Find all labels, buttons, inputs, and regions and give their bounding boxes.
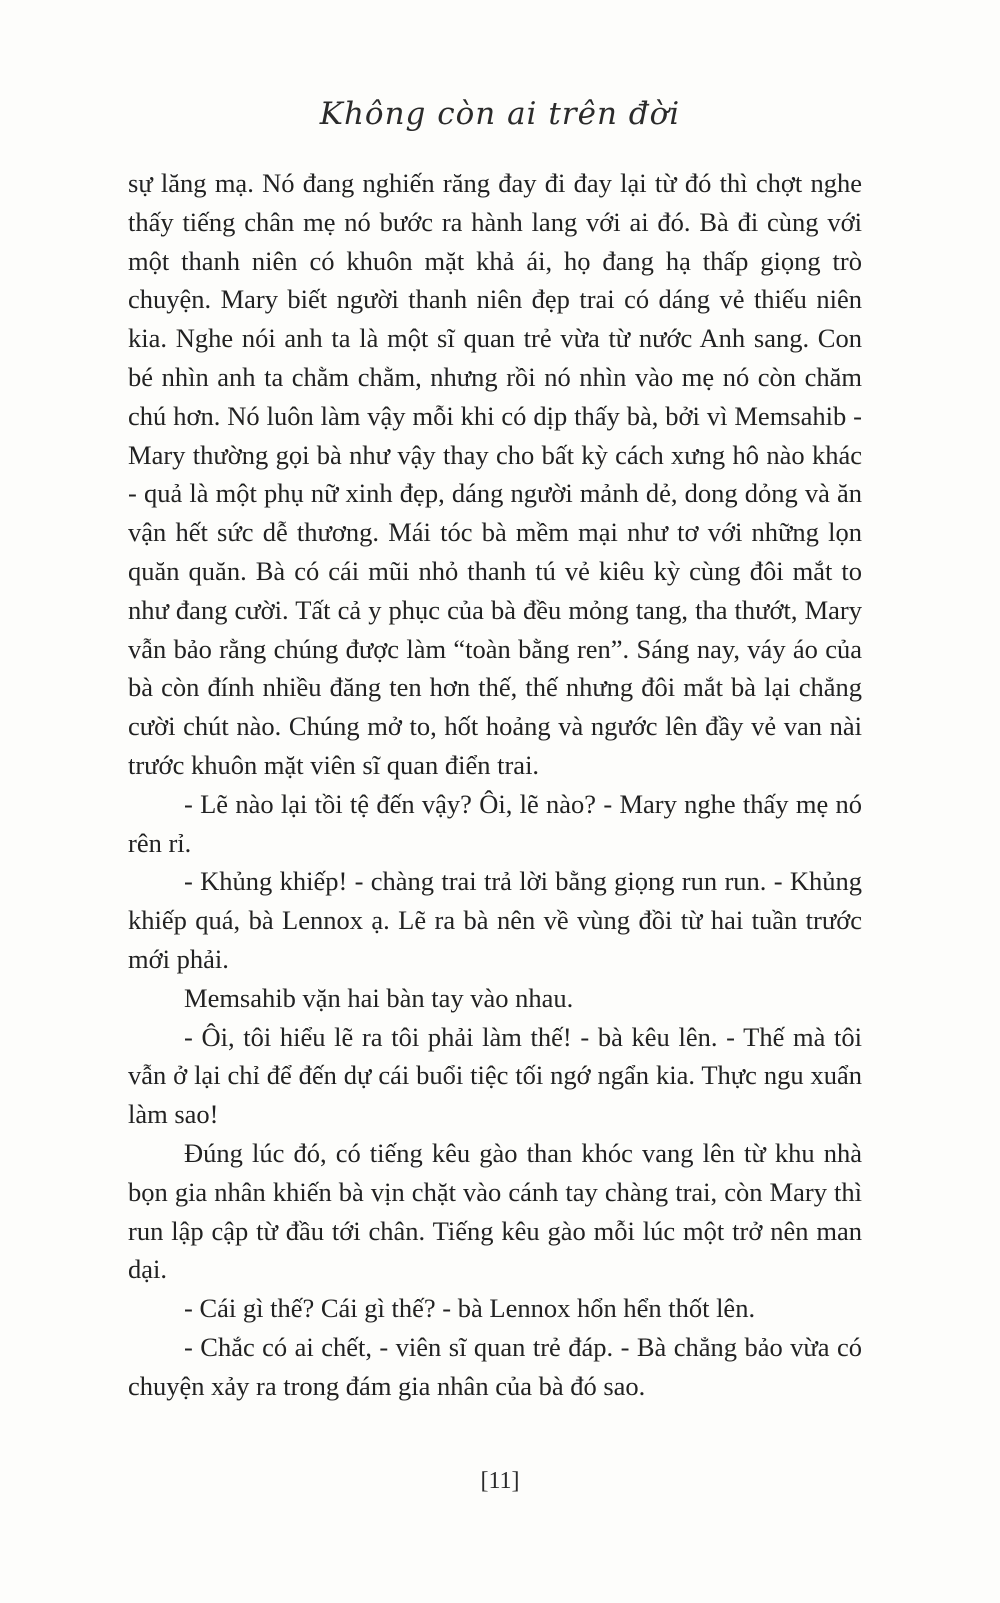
paragraph-dialogue: - Ôi, tôi hiểu lẽ ra tôi phải làm thế! - bà kêu lên. - Thế mà tôi vẫn ở lại chỉ để đến dự cái buổi tiệc tối ngớ ngẩn kia. Thực ngu xuẩn làm sao! xyxy=(128,1021,862,1130)
paragraph-dialogue: - Cái gì thế? Cái gì thế? - bà Lennox hổn hển thốt lên. xyxy=(184,1293,756,1324)
chapter-title: Không còn ai trên đời xyxy=(319,96,681,132)
paragraph: sự lăng mạ. Nó đang nghiến răng đay đi đay lại từ đó thì chợt nghe thấy tiếng chân mẹ nó bước ra hành lang với ai đó. Bà đi cùng với một thanh niên có khuôn mặt khả ái, họ đang hạ thấp giọng trò chuyện. Mary biết người thanh niên đẹp trai có dáng vẻ thiếu niên kia. Nghe nói anh ta là một sĩ quan trẻ vừa từ nước Anh sang. Con bé nhìn anh ta chằm chằm, nhưng rồi nó nhìn vào mẹ nó còn chăm chú hơn. Nó luôn làm vậy mỗi khi có dịp thấy bà, bởi vì Memsahib - Mary thường gọi bà như vậy thay cho bất kỳ cách xưng hô nào khác - quả là một phụ nữ xinh đẹp, dáng người mảnh dẻ, dong dỏng và ăn vận hết sức dễ thương. Mái tóc bà mềm mại như tơ với những lọn quăn quăn. Bà có cái mũi nhỏ thanh tú vẻ kiêu kỳ cùng đôi mắt to như đang cười. Tất cả y phục của bà đều mỏng tang, tha thướt, Mary vẫn bảo rằng chúng được làm “toàn bằng ren”. Sáng nay, váy áo của bà còn đính nhiều đăng ten hơn thế, thế nhưng đôi mắt bà lại chẳng cười chút nào. Chúng mở to, hốt hoảng và ngước lên đầy vẻ van nài trước khuôn mặt viên sĩ quan điển trai. xyxy=(128,168,862,780)
paragraph: Đúng lúc đó, có tiếng kêu gào than khóc vang lên từ khu nhà bọn gia nhân khiến bà vịn chặt vào cánh tay chàng trai, còn Mary thì run lập cập từ đầu tới chân. Tiếng kêu gào mỗi lúc một trở nên man dại. xyxy=(128,1137,862,1285)
paragraph: Memsahib vặn hai bàn tay vào nhau. xyxy=(184,982,574,1013)
paragraph-dialogue: - Chắc có ai chết, - viên sĩ quan trẻ đáp. - Bà chẳng bảo vừa có chuyện xảy ra trong đám gia nhân của bà đó sao. xyxy=(128,1331,862,1401)
page-number: [11] xyxy=(480,1468,520,1494)
paragraph-dialogue: - Khủng khiếp! - chàng trai trả lời bằng giọng run run. - Khủng khiếp quá, bà Lennox ạ. Lẽ ra bà nên về vùng đồi từ hai tuần trước mới phải. xyxy=(128,866,862,974)
paragraph-dialogue: - Lẽ nào lại tồi tệ đến vậy? Ôi, lẽ nào? - Mary nghe thấy mẹ nó rên rỉ. xyxy=(128,788,862,858)
body-text xyxy=(128,164,862,1406)
